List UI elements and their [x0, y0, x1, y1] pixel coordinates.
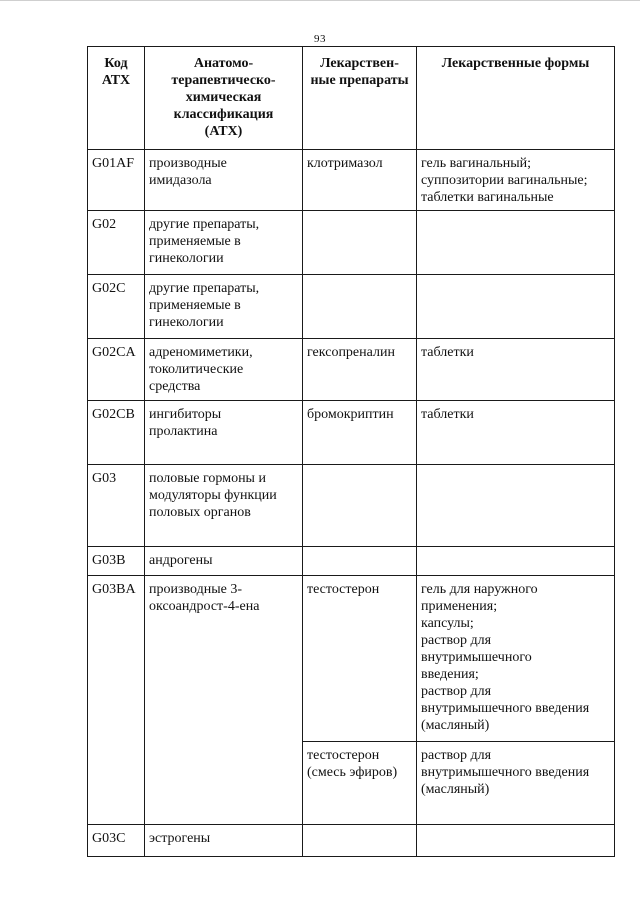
table-row — [88, 465, 615, 547]
row-classification: производные имидазола — [145, 150, 303, 211]
row-classification: другие препараты, применяемые в гинекологии — [145, 275, 303, 339]
page-number: 93 — [314, 33, 326, 45]
header-classification: Анатомо- терапевтическо- химическая классификация (АТХ) — [145, 47, 303, 150]
row-drug — [303, 547, 417, 576]
row-classification: другие препараты, применяемые в гинекологии — [145, 211, 303, 275]
row-code: G02 — [88, 211, 145, 275]
row-code: G01AF — [88, 150, 145, 211]
row-code: G02CA — [88, 339, 145, 401]
table-row — [88, 211, 615, 275]
row-forms — [417, 465, 615, 547]
row-classification: ингибиторы пролактина — [145, 401, 303, 465]
table-row — [88, 401, 615, 465]
row-forms — [417, 825, 615, 857]
table-row — [88, 339, 615, 401]
row-code: G02CB — [88, 401, 145, 465]
row-drug: тестостерон — [303, 576, 417, 742]
row-forms — [417, 275, 615, 339]
row-drug: бромокриптин — [303, 401, 417, 465]
table-row — [88, 576, 615, 742]
table-row — [88, 825, 615, 857]
row-forms: раствор для внутримышечного введения (масляный) — [417, 742, 615, 825]
row-drug — [303, 211, 417, 275]
scan-edge — [0, 0, 640, 1]
row-forms: таблетки — [417, 339, 615, 401]
row-forms — [417, 211, 615, 275]
atc-table — [87, 46, 615, 857]
table-row — [88, 275, 615, 339]
row-code: G02C — [88, 275, 145, 339]
row-forms: таблетки — [417, 401, 615, 465]
row-drug — [303, 275, 417, 339]
row-forms: гель для наружного применения; капсулы; раствор для внутримышечного введения; раствор для внутримышечного введения (масляный) — [417, 576, 615, 742]
header-code: Код АТХ — [88, 47, 145, 150]
row-drug: тестостерон (смесь эфиров) — [303, 742, 417, 825]
row-classification: адреномиметики, токолитические средства — [145, 339, 303, 401]
row-code: G03C — [88, 825, 145, 857]
row-forms: гель вагинальный; суппозитории вагинальные; таблетки вагинальные — [417, 150, 615, 211]
row-code: G03 — [88, 465, 145, 547]
table-row — [88, 150, 615, 211]
row-classification: производные 3- оксоандрост-4-ена — [145, 576, 303, 825]
row-drug: гексопреналин — [303, 339, 417, 401]
header-forms: Лекарственные формы — [417, 47, 615, 150]
table-header-row — [88, 47, 615, 150]
row-forms — [417, 547, 615, 576]
row-drug — [303, 825, 417, 857]
row-classification: андрогены — [145, 547, 303, 576]
row-code: G03B — [88, 547, 145, 576]
row-code: G03BA — [88, 576, 145, 825]
table-row — [88, 547, 615, 576]
row-classification: эстрогены — [145, 825, 303, 857]
row-classification: половые гормоны и модуляторы функции половых органов — [145, 465, 303, 547]
header-drugs: Лекарствен- ные препараты — [303, 47, 417, 150]
row-drug — [303, 465, 417, 547]
row-drug: клотримазол — [303, 150, 417, 211]
